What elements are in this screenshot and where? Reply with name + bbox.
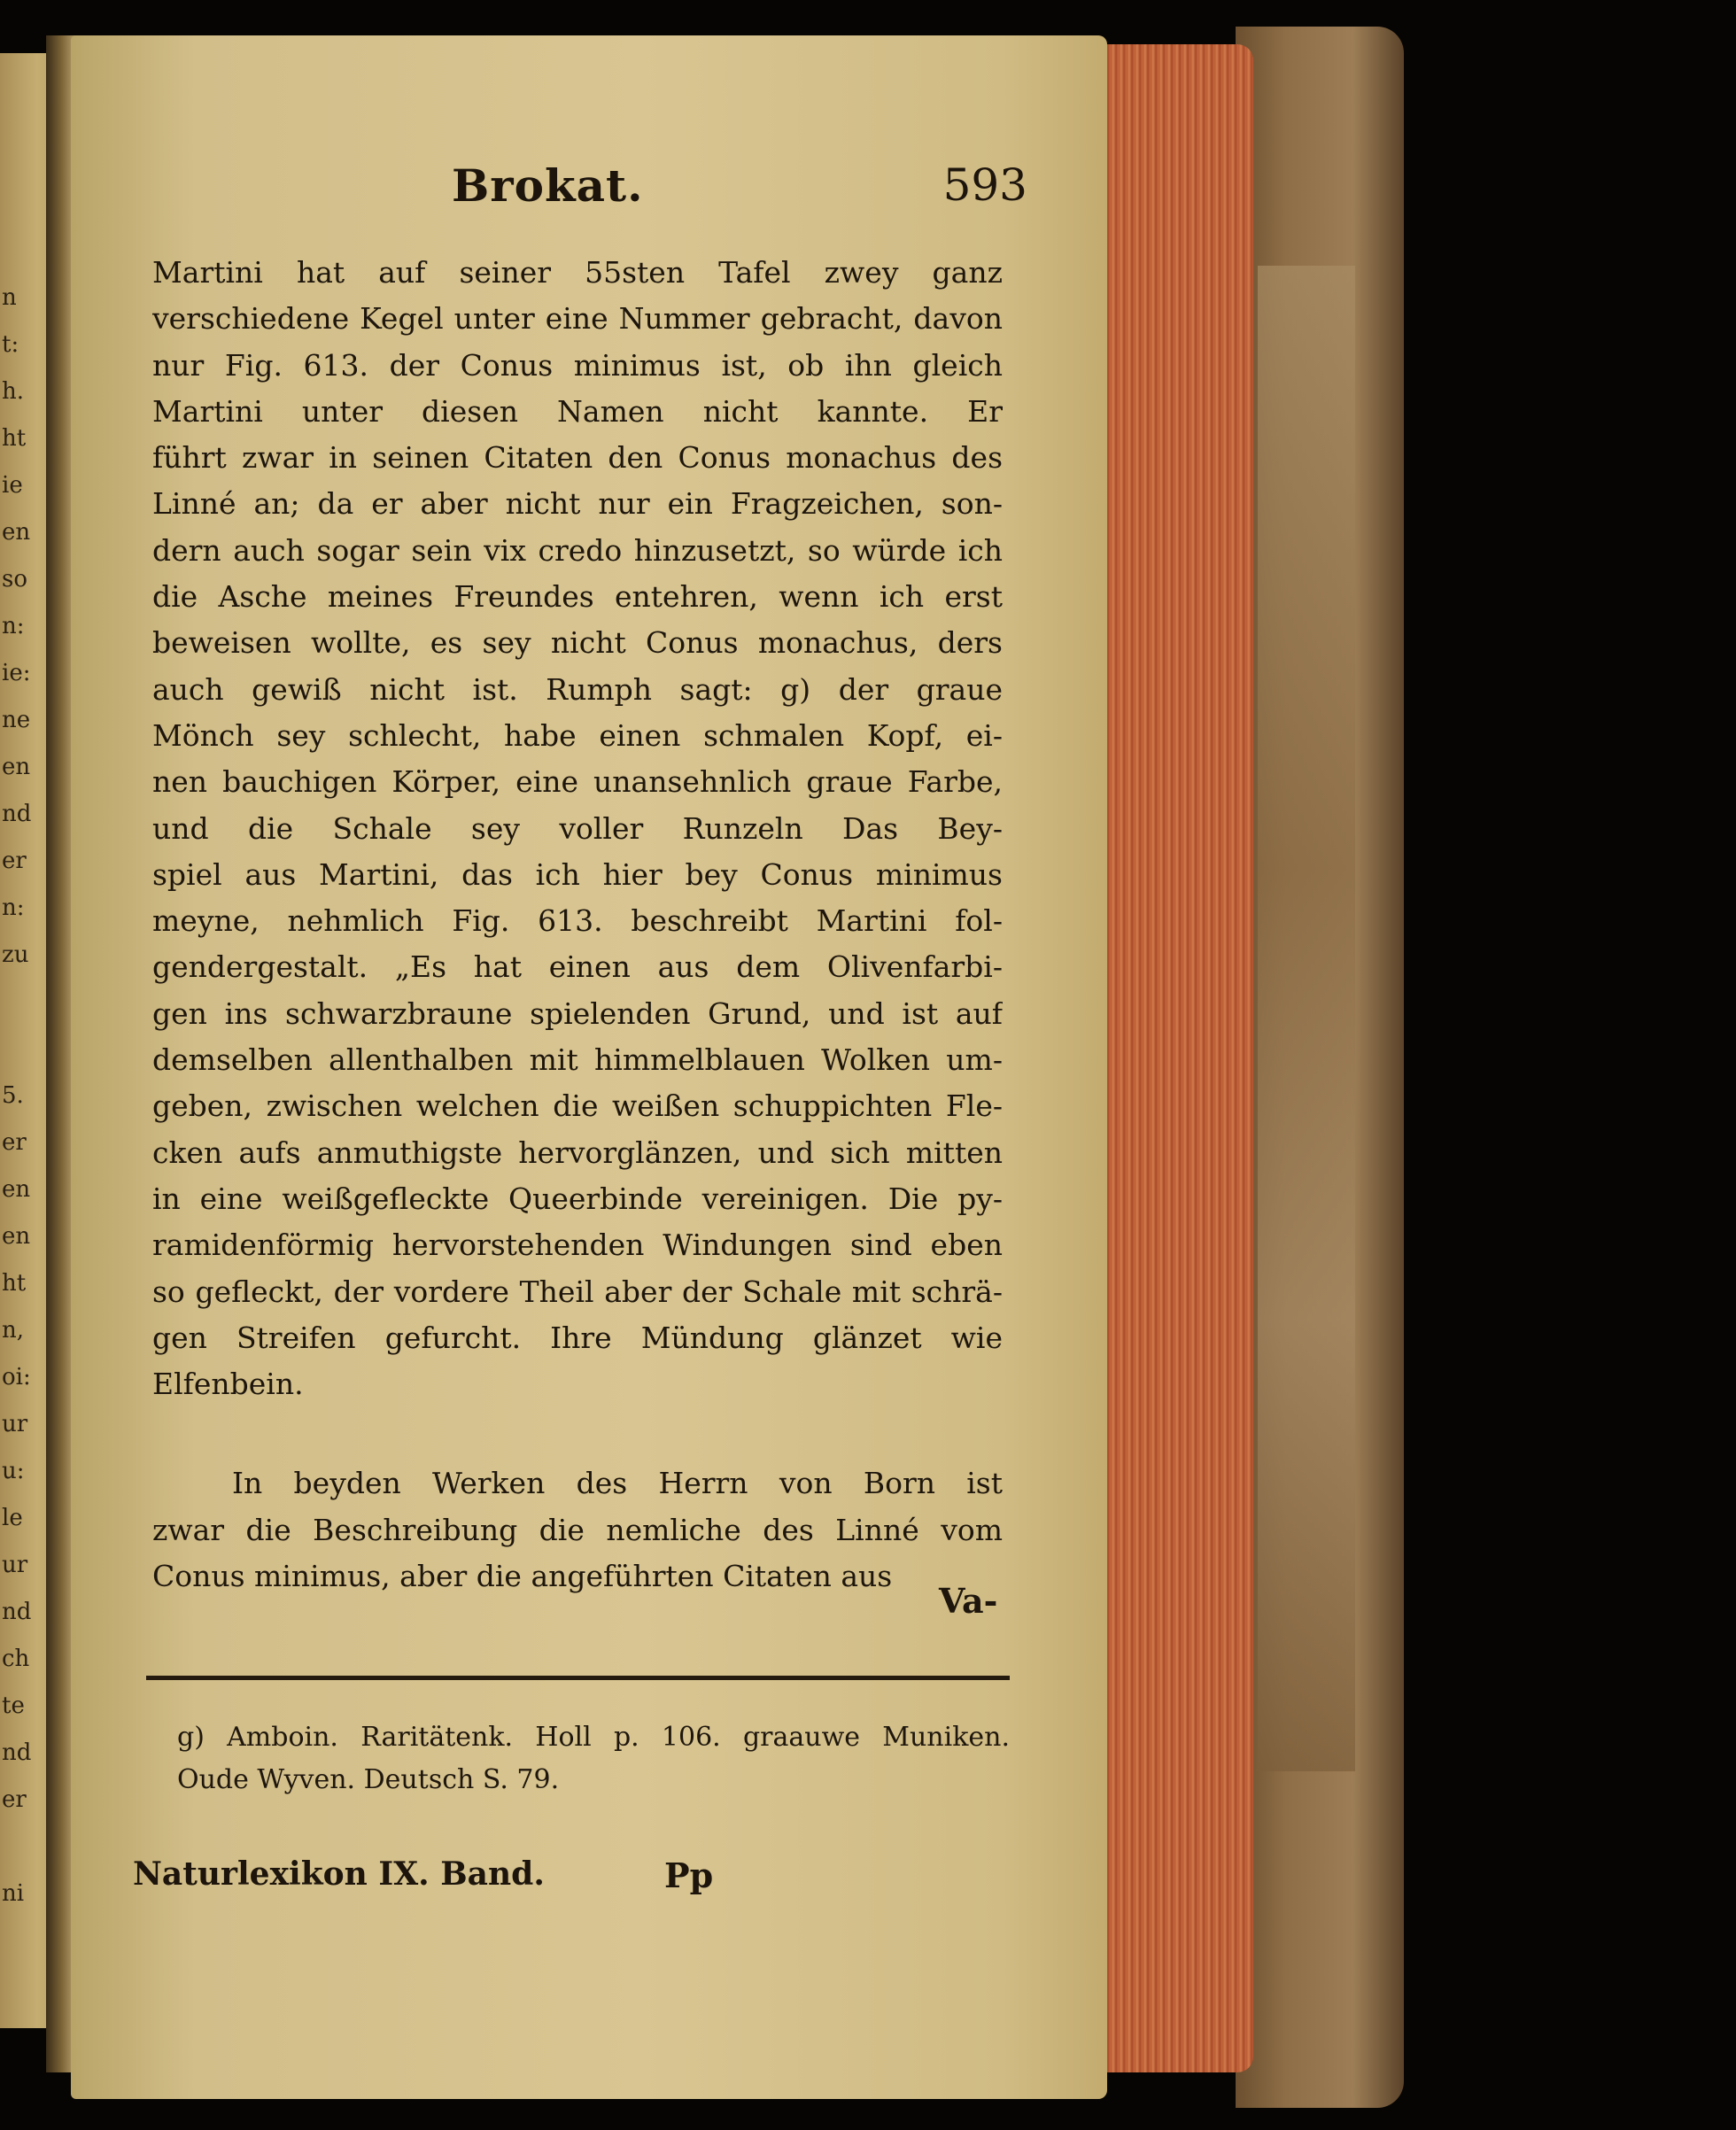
paragraph-1-line: in eine weißgefleckte Queerbinde vereinigen. Die py- [152, 1181, 1003, 1216]
left-page-fragment: nd [2, 1739, 32, 1766]
footnote-line: g) Amboin. Raritätenk. Holl p. 106. graauwe Muniken. [177, 1722, 1010, 1753]
paragraph-1-line: cken aufs anmuthigste hervorglänzen, und sich mitten [152, 1135, 1003, 1170]
body-text [152, 250, 1003, 1599]
left-page-fragment: h. [2, 378, 25, 405]
cover-wear [1258, 266, 1355, 1771]
left-page-fragment: le [2, 1505, 23, 1531]
signature-line [133, 1855, 753, 1909]
left-page-fragment: ni [2, 1880, 25, 1907]
paragraph-1-line: die Asche meines Freundes entehren, wenn ich erst [152, 579, 1003, 615]
page-number: 593 [942, 159, 1027, 211]
paragraph-1-line: spiel aus Martini, das ich hier bey Conus minimus [152, 856, 1003, 892]
signature-mark: Pp [664, 1855, 714, 1895]
left-page-fragment: 5. [2, 1082, 24, 1109]
book-page [71, 35, 1107, 2099]
paragraph-1-line: gendergestalt. „Es hat einen aus dem Olivenfarbi- [152, 949, 1003, 985]
left-page-fragment: nd [2, 801, 32, 827]
paragraph-1-line: nen bauchigen Körper, eine unansehnlich graue Farbe, [152, 764, 1003, 800]
left-page-text-fragments [2, 275, 37, 1917]
paragraph-1 [152, 250, 1003, 1407]
paragraph-1-line: gen ins schwarzbraune spielenden Grund, und ist auf [152, 995, 1003, 1031]
left-page-fragment: n: [2, 895, 25, 921]
paragraph-1-line: verschiedene Kegel unter eine Nummer gebracht, davon [152, 301, 1003, 337]
paragraph-2-line: Conus minimus, aber die angeführten Citaten aus [152, 1559, 893, 1594]
left-page-fragment: ht [2, 425, 27, 452]
paragraph-2-line: zwar die Beschreibung die nemliche des Linné vom [152, 1512, 1003, 1547]
left-page-fragment: n: [2, 613, 25, 639]
left-page-fragment: en [2, 1223, 31, 1250]
paragraph-2 [152, 1460, 1003, 1599]
left-page-fragment: er [2, 1786, 27, 1813]
footnote [177, 1716, 1010, 1801]
paragraph-1-line: demselben allenthalben mit himmelblauen Wolken um- [152, 1042, 1003, 1078]
running-title: Brokat. [452, 159, 644, 212]
paragraph-1-line: Mönch sey schlecht, habe einen schmalen Kopf, ei- [152, 717, 1003, 753]
paragraph-1-line: und die Schale sey voller Runzeln Das Bey- [152, 810, 1003, 846]
left-page-fragment: ur [2, 1552, 28, 1578]
footnote-rule [146, 1676, 1010, 1680]
page-fore-edge [1103, 44, 1253, 2072]
paragraph-1-line: Linné an; da er aber nicht nur ein Fragzeichen, son- [152, 486, 1003, 522]
catchword: Va- [939, 1581, 998, 1621]
left-page-fragment: er [2, 848, 27, 874]
left-page-fragment: en [2, 519, 31, 546]
left-page-fragment: ie [2, 472, 23, 499]
left-page-fragment: t: [2, 331, 19, 358]
paragraph-1-line: nur Fig. 613. der Conus minimus ist, ob ihn gleich [152, 347, 1003, 383]
paragraph-1-line: meyne, nehmlich Fig. 613. beschreibt Martini fol- [152, 903, 1003, 939]
left-page-fragment: nd [2, 1599, 32, 1625]
left-page-fragment: oi: [2, 1364, 31, 1390]
left-page-fragment [2, 1026, 37, 1073]
left-page-fragment: so [2, 566, 27, 593]
left-page-fragment: ur [2, 1411, 28, 1437]
paragraph-1-line: beweisen wollte, es sey nicht Conus monachus, ders [152, 625, 1003, 661]
paragraph-1-line: auch gewiß nicht ist. Rumph sagt: g) der graue [152, 671, 1003, 707]
left-page-fragment: ch [2, 1646, 30, 1672]
left-page-fragment: zu [2, 941, 29, 968]
paragraph-1-line: geben, zwischen welchen die weißen schuppichten Fle- [152, 1088, 1003, 1124]
left-page-fragment: n, [2, 1317, 25, 1344]
left-page-fragment [2, 979, 37, 1026]
paragraph-1-line: Martini unter diesen Namen nicht kannte. Er [152, 393, 1003, 429]
paragraph-1-line: gen Streifen gefurcht. Ihre Mündung glänzet wie [152, 1320, 1003, 1355]
paragraph-1-line: Martini hat auf seiner 55sten Tafel zwey ganz [152, 255, 1003, 290]
left-page-fragment: en [2, 1176, 31, 1203]
left-page-fragment: ht [2, 1270, 27, 1297]
page-header [452, 159, 1027, 221]
left-page-fragment: te [2, 1692, 25, 1719]
left-page-fragment: ne [2, 707, 31, 733]
left-page-fragment: ie: [2, 660, 31, 686]
paragraph-1-line: ramidenförmig hervorstehenden Windungen sind eben [152, 1228, 1003, 1263]
left-page-fragment [2, 1824, 37, 1871]
paragraph-2-line: In beyden Werken des Herrn von Born ist [232, 1466, 1003, 1501]
paragraph-1-line: führt zwar in seinen Citaten den Conus monachus des [152, 440, 1003, 476]
left-page-fragment: en [2, 754, 31, 780]
paragraph-1-line: dern auch sogar sein vix credo hinzusetzt, so würde ich [152, 532, 1003, 568]
left-page-fragment: er [2, 1129, 27, 1156]
paragraph-1-line: Elfenbein. [152, 1367, 304, 1402]
paragraph-1-line: so gefleckt, der vordere Theil aber der Schale mit schrä- [152, 1274, 1003, 1309]
signature-text: Naturlexikon IX. Band. [133, 1855, 545, 1893]
left-page-fragment: n [2, 284, 17, 311]
footnote-line: Oude Wyven. Deutsch S. 79. [177, 1764, 560, 1795]
left-page-fragment: u: [2, 1458, 25, 1484]
